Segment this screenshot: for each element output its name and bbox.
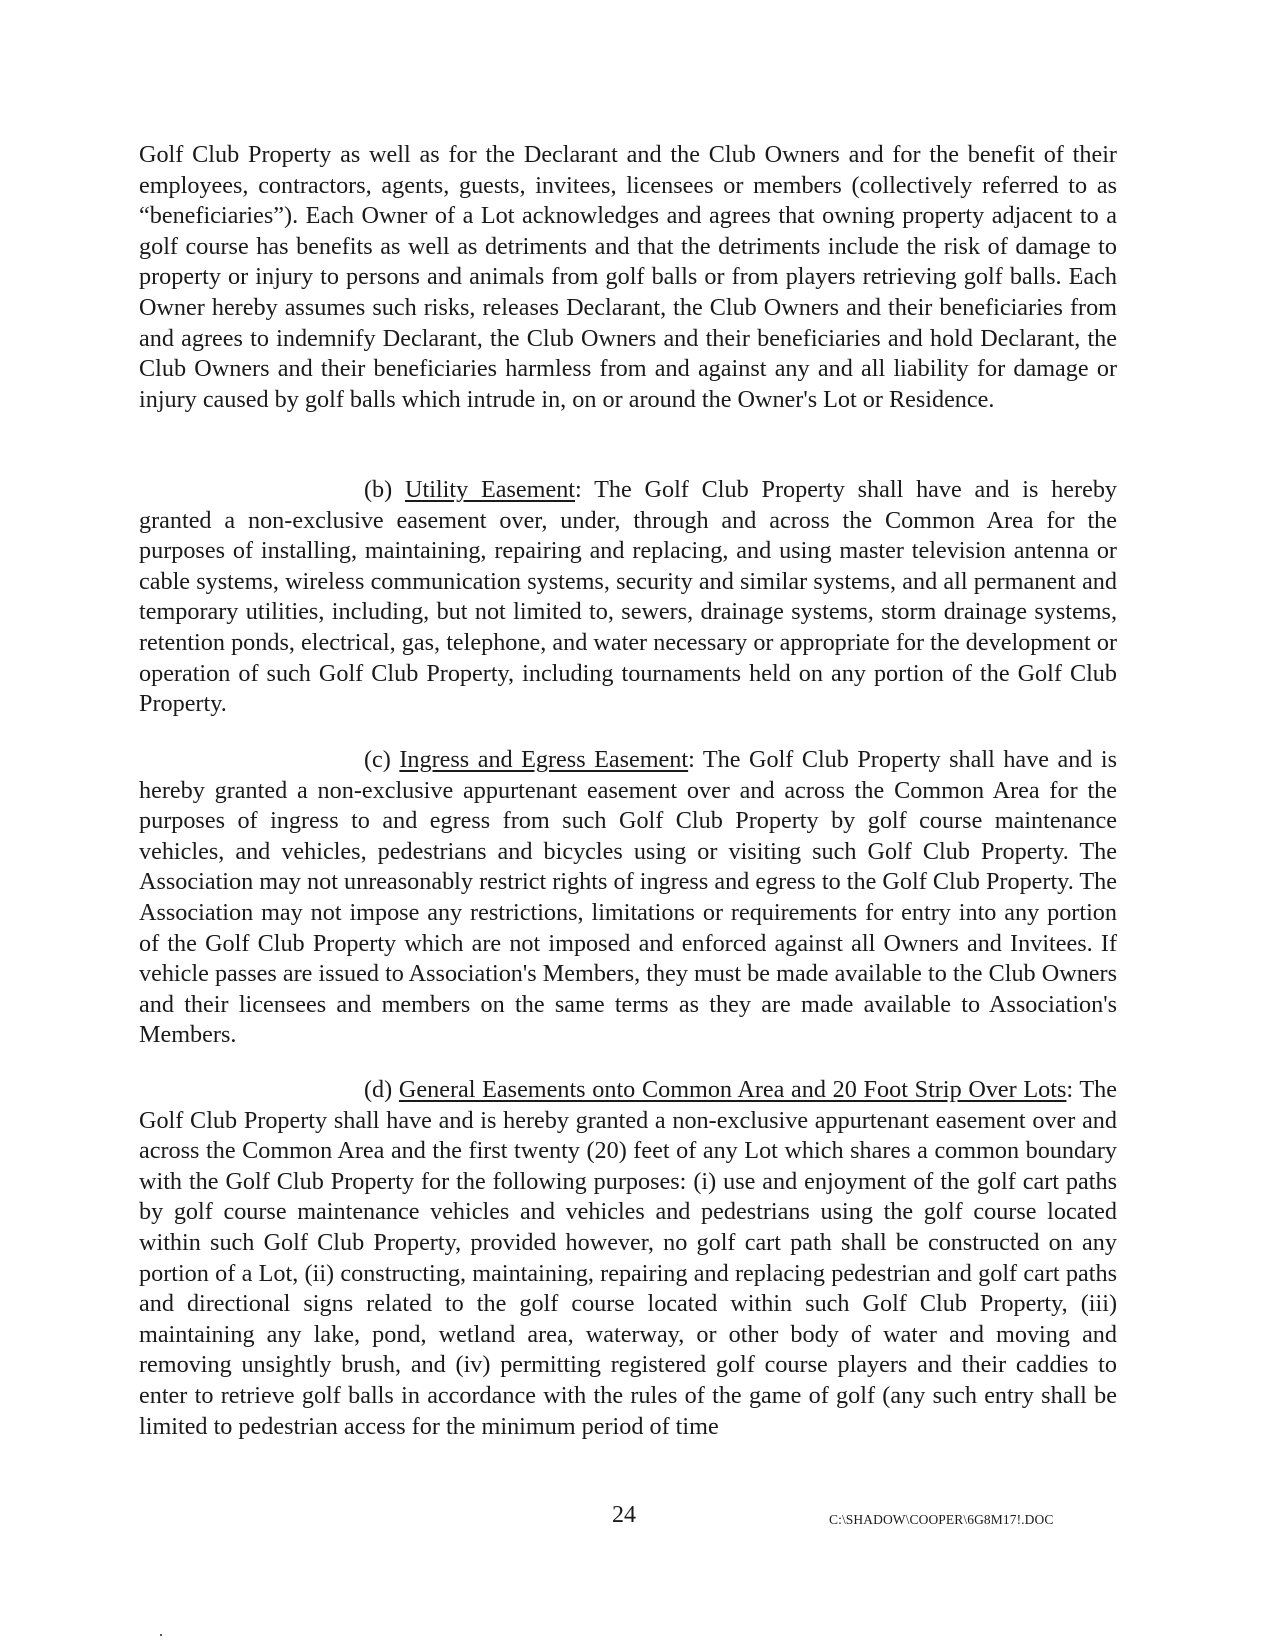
scan-speck xyxy=(160,1634,162,1636)
paragraph-marker: (c) xyxy=(364,746,391,773)
paragraph-marker: (d) xyxy=(364,1076,393,1103)
section-heading: General Easements onto Common Area and 20 Foot Strip Over Lots xyxy=(398,1076,1067,1103)
heading-suffix: : xyxy=(1066,1076,1074,1103)
paragraph-ingress-egress-easement xyxy=(139,745,1117,1051)
section-heading: Ingress and Egress Easement xyxy=(399,746,689,773)
paragraph-text: The Golf Club Property shall have and is hereby granted a non-exclusive appurtenant easement over and across the Common Area for the purposes of ingress to and egress from such Golf Club Property by golf course maintenance vehicles, and vehicles, pedestrians and bicycles using or visiting such Golf Club Property. The Association may not unreasonably restrict rights of ingress and egress to the Golf Club Property. The Association may not impose any restrictions, limitations or requirements for entry into any portion of the Golf Club Property which are not imposed and enforced against all Owners and Invitees. If vehicle passes are issued to Association's Members, they must be made available to the Club Owners and their licensees and members on the same terms as they are made available to Association's Members. xyxy=(139,746,1118,1049)
paragraph-a-continuation xyxy=(139,140,1117,415)
section-heading: Utility Easement xyxy=(405,476,576,503)
heading-suffix: : xyxy=(688,746,695,773)
page-number: 24 xyxy=(612,1502,636,1528)
document-file-path: C:\SHADOW\COOPER\6G8M17!.DOC xyxy=(829,1512,1054,1527)
paragraph-text: Golf Club Property as well as for the Declarant and the Club Owners and for the benefit of their employees, contractors, agents, guests, invitees, licensees or members (collectively referred to as “beneficiaries”). Each Owner of a Lot acknowledges and agrees that owning property adjacent to a golf course has benefits as well as detriments and that the detriments include the risk of damage to property or injury to persons and animals from golf balls or from players retrieving golf balls. Each Owner hereby assumes such risks, releases Declarant, the Club Owners and their beneficiaries from and agrees to indemnify Declarant, the Club Owners and their beneficiaries and hold Declarant, the Club Owners and their beneficiaries harmless from and against any and all liability for damage or injury caused by golf balls which intrude in, on or around the Owner's Lot or Residence. xyxy=(139,141,1117,413)
paragraph-utility-easement xyxy=(139,475,1117,720)
paragraph-marker: (b) xyxy=(364,476,393,503)
paragraph-text: The Golf Club Property shall have and is hereby granted a non-exclusive easement over, under, through and across the Common Area for the purposes of installing, maintaining, repairing and replacing, and using master television antenna or cable systems, wireless communication systems, security and similar systems, and all permanent and temporary utilities, including, but not limited to, sewers, drainage systems, storm drainage systems, retention ponds, electrical, gas, telephone, and water necessary or appropriate for the development or operation of such Golf Club Property, including tournaments held on any portion of the Golf Club Property. xyxy=(139,476,1118,718)
paragraph-general-easements xyxy=(139,1075,1117,1442)
paragraph-text: The Golf Club Property shall have and is hereby granted a non-exclusive appurtenant easement over and across the Common Area and the first twenty (20) feet of any Lot which shares a common boundary with the Golf Club Property for the following purposes: (i) use and enjoyment of the golf cart paths by golf course maintenance vehicles and vehicles and pedestrians using the golf course located within such Golf Club Property, provided however, no golf cart path shall be constructed on any portion of a Lot, (ii) constructing, maintaining, repairing and replacing pedestrian and golf cart paths and directional signs related to the golf course located within such Golf Club Property, (iii) maintaining any lake, pond, wetland area, waterway, or other body of water and moving and removing unsightly brush, and (iv) permitting registered golf course players and their caddies to enter to retrieve golf balls in accordance with the rules of the game of golf (any such entry shall be limited to pedestrian access for the minimum period of time xyxy=(139,1076,1118,1440)
heading-suffix: : xyxy=(575,476,582,503)
